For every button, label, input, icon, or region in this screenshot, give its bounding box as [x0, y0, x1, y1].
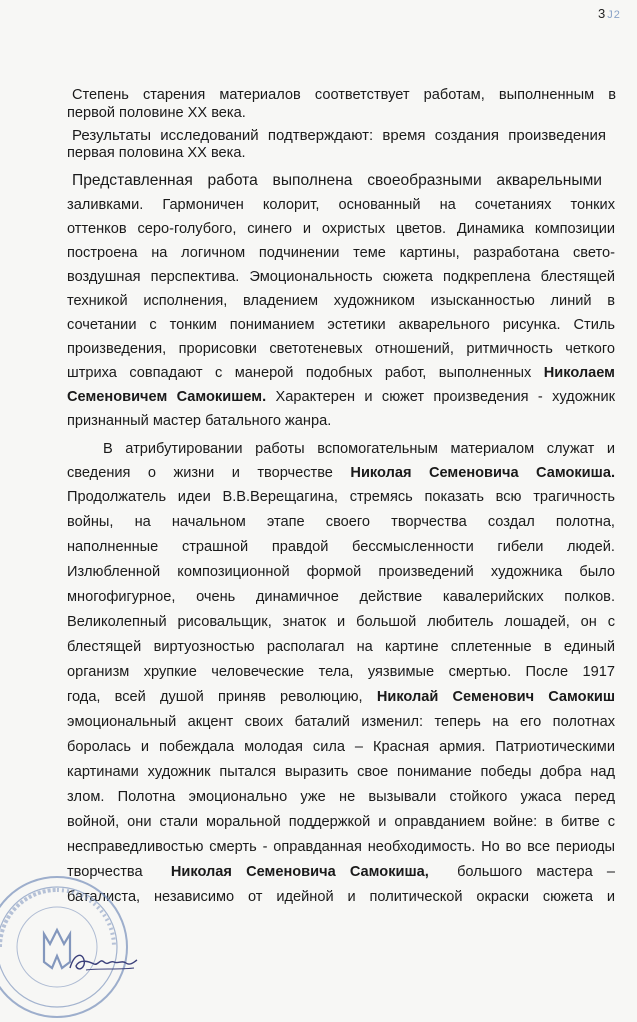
- paragraph-4-line-10: организм хрупкие человеческие тела, уязвимые смертью. После 1917: [67, 664, 615, 680]
- artist-name-bold: Николая Семеновича Самокиша,: [170, 864, 429, 880]
- paragraph-4-line-12: эмоциональный акцент своих баталий изменил: теперь на его полотнах: [67, 714, 615, 730]
- paragraph-4-line-5: наполненные страшной правдой бессмысленности гибели людей.: [67, 539, 615, 555]
- paragraph-4-line-3: Продолжатель идеи В.В.Верещагина, стремясь показать всю трагичность: [67, 489, 615, 505]
- artist-name-bold: Николай Семенович Самокиш: [376, 689, 616, 705]
- paragraph-3-line-10-text: Характерен и сюжет произведения - художник: [275, 389, 616, 405]
- paragraph-4-line-18-tail: большого мастера –: [457, 864, 615, 880]
- paragraph-3-line-1: Представленная работа выполнена своеобразными акварельными: [72, 172, 602, 189]
- page-number: 3 J2: [598, 6, 621, 21]
- paragraph-4-line-13: боролась и побеждала молодая сила – Красная армия. Патриотическими: [67, 739, 615, 755]
- artist-name-bold: Семеновичем Самокишем.: [67, 389, 267, 405]
- paragraph-4-line-15: злом. Полотна эмоционально уже не вызывали стойкого ужаса перед: [67, 789, 615, 805]
- paragraph-4-line-11-text: года, всей душой приняв революцию,: [67, 689, 363, 705]
- paragraph-4-line-19: баталиста, независимо от идейной и политической окраски сюжета и: [67, 889, 615, 905]
- paragraph-3-line-9: [67, 364, 615, 382]
- paragraph-4-line-17: несправедливостью смерть - оправданная необходимость. Но во все периоды: [67, 839, 615, 855]
- handwritten-signature: [66, 948, 140, 976]
- paragraph-3-line-5: воздушная перспектива. Эмоциональность сюжета подкреплена блестящей: [67, 269, 615, 285]
- paragraph-3-line-4: построена на логичном подчинении теме картины, разработана свето-: [67, 245, 615, 261]
- paragraph-3-line-6: техникой исполнения, владением художником изысканностью линий в: [67, 293, 615, 309]
- paragraph-4-line-1: В атрибутировании работы вспомогательным материалом служат и: [103, 441, 615, 457]
- paragraph-4-line-14: картинами художник пытался выразить свое понимание победы добра над: [67, 764, 615, 780]
- paragraph-3-line-2: заливками. Гармоничен колорит, основанный на сочетаниях тонких: [67, 197, 615, 213]
- paragraph-3-line-3: оттенков серо-голубого, синего и охристых цветов. Динамика композиции: [67, 221, 615, 237]
- paragraph-3-line-8: произведения, прорисовки светотеневых отношений, ритмичность четкого: [67, 341, 615, 357]
- paragraph-3-line-11: признанный мастер батального жанра.: [67, 413, 332, 429]
- page-mark: J2: [607, 9, 621, 21]
- paragraph-4-line-2: [67, 464, 615, 482]
- paragraph-1-line-2: первой половине XX века.: [67, 105, 246, 121]
- paragraph-4-line-11: [67, 688, 615, 706]
- paragraph-1-line-1: Степень старения материалов соответствует работам, выполненным в: [72, 87, 616, 103]
- paragraph-3-line-9-text: штриха совпадают с манерой подобных работ, выполненных: [67, 365, 532, 381]
- paragraph-4-line-16: войной, они стали моральной поддержкой и оправданием войне: в битве с: [67, 814, 615, 830]
- paragraph-2-line-1: Результаты исследований подтверждают: время создания произведения: [72, 127, 606, 144]
- artist-name-bold: Николаем: [543, 365, 615, 381]
- paragraph-4-line-4: войны, на начальном этапе своего творчества создал полотна,: [67, 514, 615, 530]
- paragraph-4-line-2-text: сведения о жизни и творчестве: [67, 465, 333, 481]
- paragraph-4-line-6: Излюбленной композиционной формой произведений художника было: [67, 564, 615, 580]
- paragraph-4-line-18-text: творчества: [67, 864, 143, 880]
- paragraph-4-line-9: блестящей виртуозностью располагал на картине сплетенные в единый: [67, 639, 615, 655]
- paragraph-4-line-7: многофигурное, очень динамичное действие кавалерийских полков.: [67, 589, 615, 605]
- paragraph-3-line-10: [67, 388, 615, 406]
- paragraph-2-line-2: первая половина XX века.: [67, 145, 246, 161]
- artist-name-bold: Николая Семеновича Самокиша.: [350, 465, 615, 481]
- paragraph-4-line-18: [67, 863, 615, 881]
- paragraph-3-line-7: сочетании с тонким пониманием эстетики акварельного рисунка. Стиль: [67, 317, 615, 333]
- paragraph-4-line-8: Великолепный рисовальщик, знаток и большой любитель лошадей, он с: [67, 614, 615, 630]
